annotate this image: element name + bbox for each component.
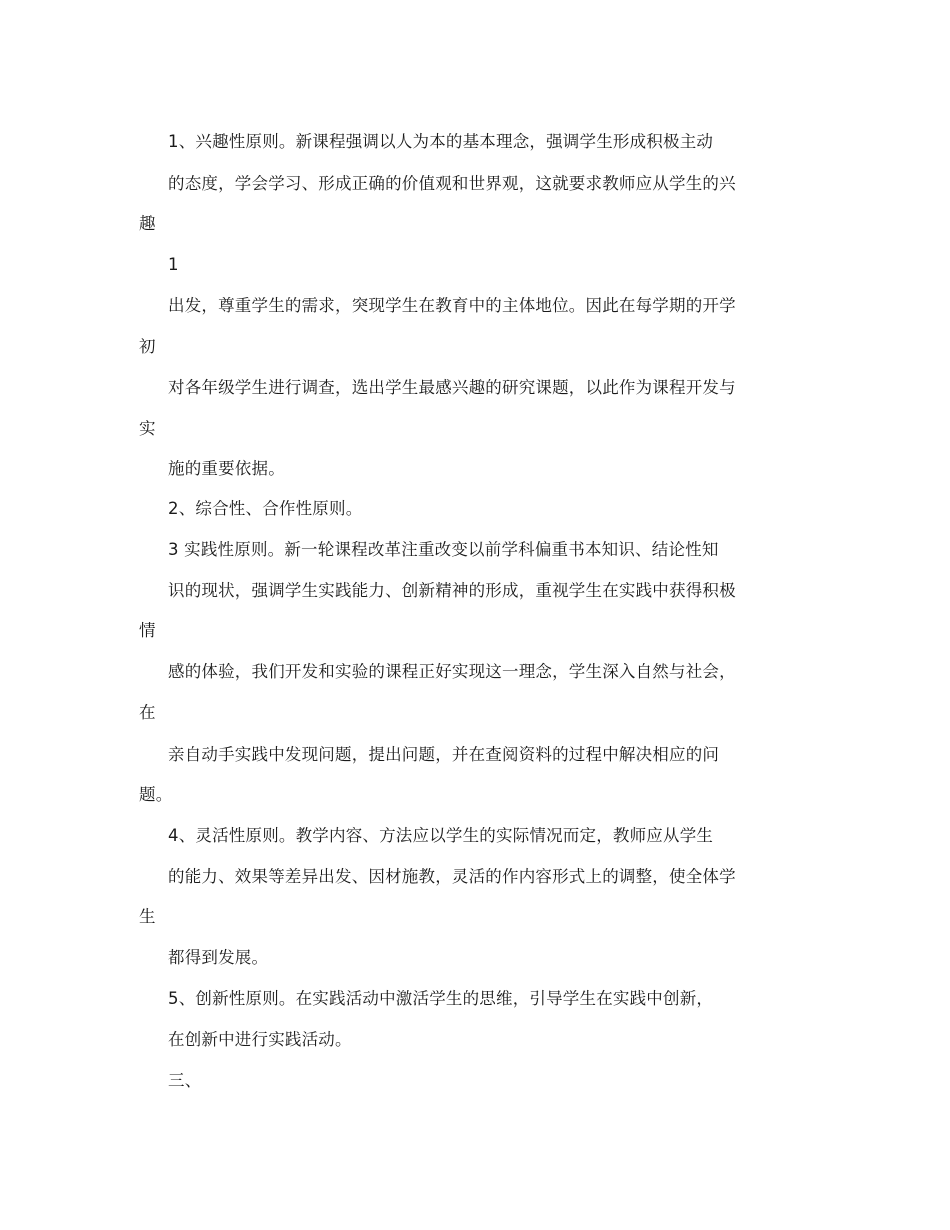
text-line: 在 [139, 703, 156, 722]
text-line: 识的现状，强调学生实践能力、创新精神的形成，重视学生在实践中获得积极 [168, 581, 736, 600]
text-line: 情 [139, 621, 156, 640]
section-heading: 三、 [168, 1071, 202, 1090]
text-line: 生 [139, 907, 156, 926]
text-line: 4、灵活性原则。教学内容、方法应以学生的实际情况而定，教师应从学生 [168, 826, 714, 845]
text-line: 2、综合性、合作性原则。 [168, 499, 363, 518]
text-line: 在创新中进行实践活动。 [168, 1030, 352, 1049]
text-line: 施的重要依据。 [168, 459, 285, 478]
text-line: 出发，尊重学生的需求，突现学生在教育中的主体地位。因此在每学期的开学 [168, 296, 736, 315]
text-line: 1、兴趣性原则。新课程强调以人为本的基本理念，强调学生形成积极主动 [168, 132, 714, 151]
text-line: 题。 [139, 785, 173, 804]
text-line: 亲自动手实践中发现问题，提出问题，并在查阅资料的过程中解决相应的问 [168, 745, 720, 764]
text-line: 初 [139, 337, 156, 356]
text-line: 的态度，学会学习、形成正确的价值观和世界观，这就要求教师应从学生的兴 [168, 174, 736, 193]
text-line: 实 [139, 419, 156, 438]
text-line: 5、创新性原则。在实践活动中激活学生的思维，引导学生在实践中创新， [168, 989, 714, 1008]
page-number: 1 [168, 255, 179, 274]
text-line: 趣 [139, 214, 156, 233]
text-line: 的能力、效果等差异出发、因材施教，灵活的作内容形式上的调整，使全体学 [168, 867, 736, 886]
text-line: 3 实践性原则。新一轮课程改革注重改变以前学科偏重书本知识、结论性知 [168, 540, 719, 559]
text-line: 对各年级学生进行调查，选出学生最感兴趣的研究课题，以此作为课程开发与 [168, 378, 736, 397]
text-line: 感的体验，我们开发和实验的课程正好实现这一理念，学生深入自然与社会， [168, 662, 736, 681]
text-line: 都得到发展。 [168, 948, 269, 967]
